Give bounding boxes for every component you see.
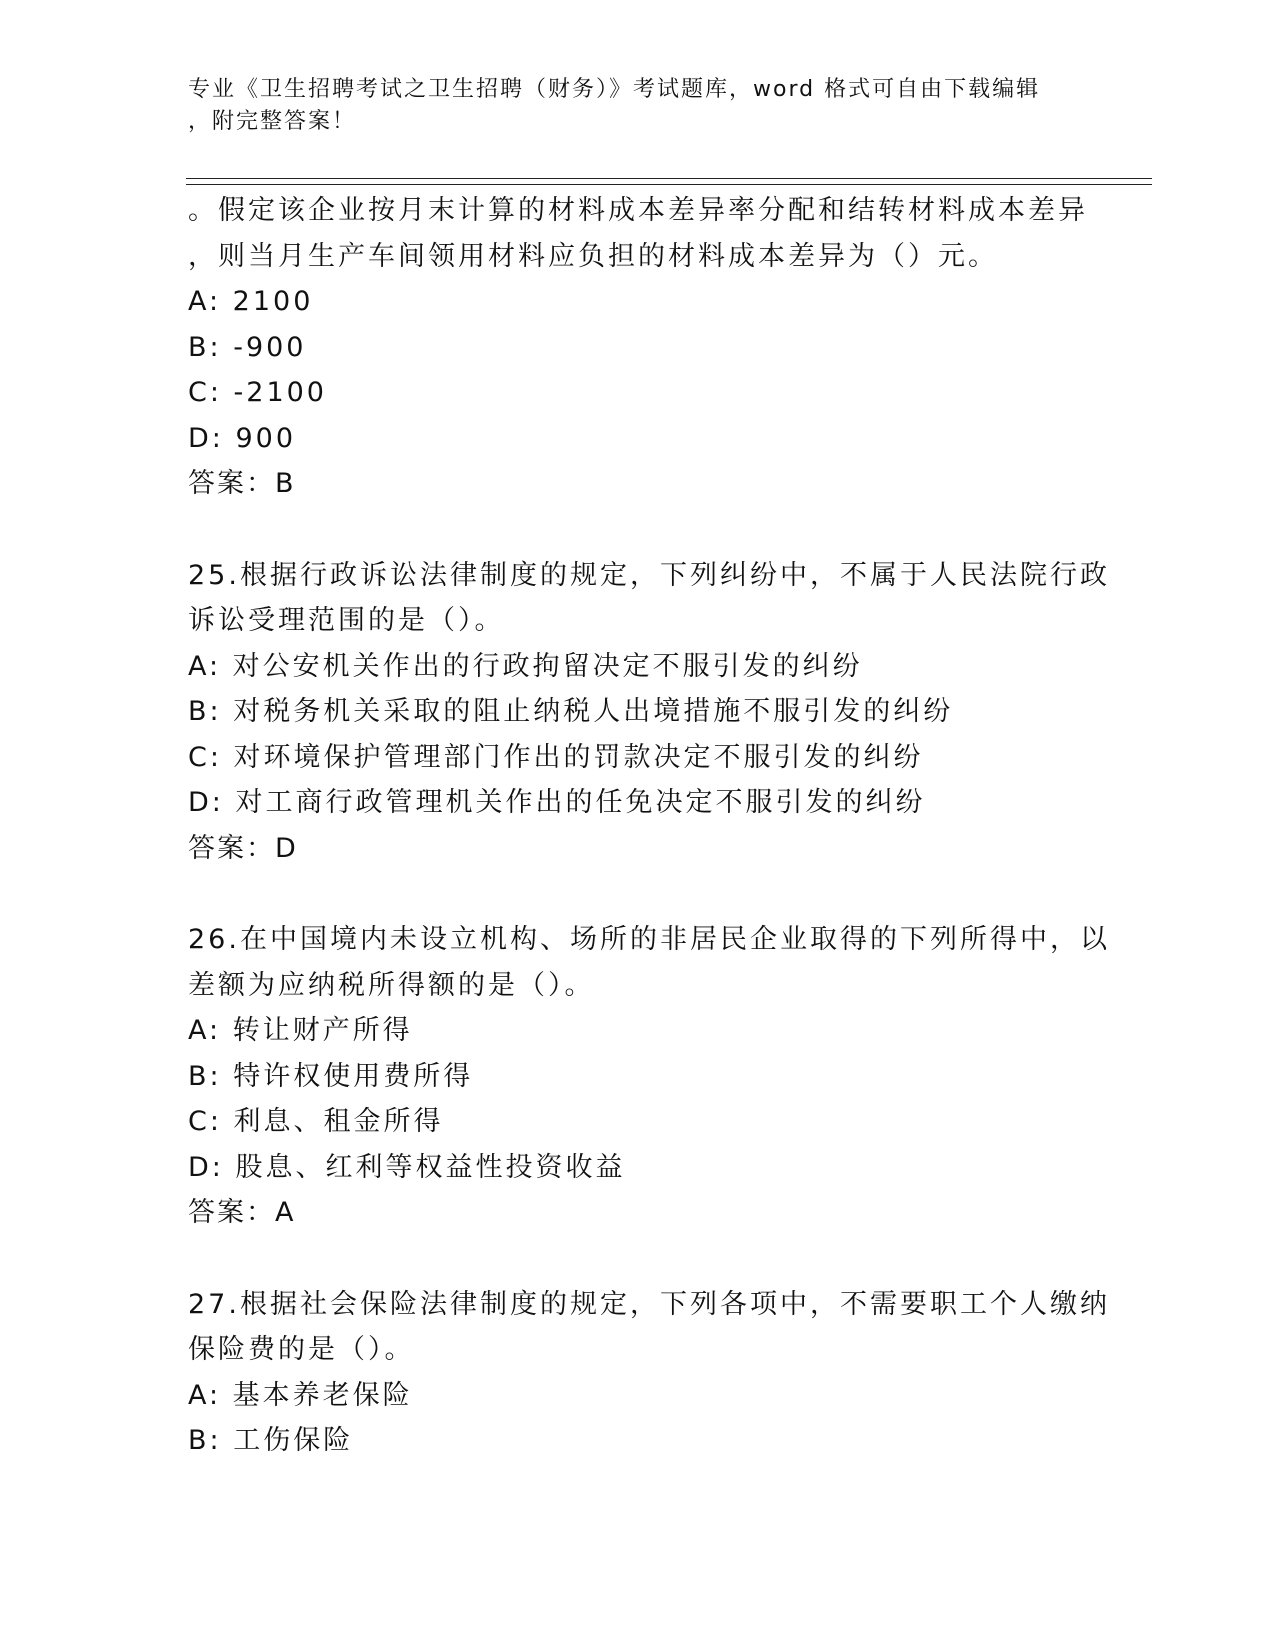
spacer [188, 507, 1088, 553]
question-text-line: 27.根据社会保险法律制度的规定，下列各项中，不需要职工个人缴纳 [188, 1288, 1110, 1320]
question-26 [188, 917, 1110, 1236]
question-27 [188, 1282, 1110, 1464]
question-25 [188, 553, 1110, 872]
answer-line: 答案：D [188, 832, 298, 864]
option-a: A: 转让财产所得 [188, 1015, 413, 1046]
question-text-line: 差额为应纳税所得额的是（）。 [188, 969, 595, 1001]
option-d: D: 股息、红利等权益性投资收益 [188, 1151, 626, 1183]
option-a: A: 对公安机关作出的行政拘留决定不服引发的纠纷 [188, 650, 863, 682]
header-divider-bottom [186, 184, 1152, 185]
header-line-2: ，附完整答案！ [188, 109, 357, 134]
question-text-line: ，则当月生产车间领用材料应负担的材料成本差异为（）元。 [188, 240, 998, 272]
spacer [188, 1236, 1088, 1282]
header-divider-top [186, 178, 1152, 179]
option-c: C: 对环境保护管理部门作出的罚款决定不服引发的纠纷 [188, 741, 924, 773]
option-b: B: 工伤保险 [188, 1425, 354, 1456]
header-line-1: 专业《卫生招聘考试之卫生招聘（财务）》考试题库，word 格式可自由下载编辑 [188, 77, 1041, 102]
spacer [188, 871, 1088, 917]
option-b: B: 对税务机关采取的阻止纳税人出境措施不服引发的纠纷 [188, 696, 954, 727]
answer-line: 答案：B [188, 468, 296, 499]
option-d: D: 对工商行政管理机关作出的任免决定不服引发的纠纷 [188, 787, 926, 818]
option-a: A: 基本养老保险 [188, 1379, 413, 1411]
option-b: B: -900 [188, 331, 307, 363]
question-text-line: 25.根据行政诉讼法律制度的规定，下列纠纷中，不属于人民法院行政 [188, 559, 1110, 591]
question-continued [188, 188, 1088, 507]
option-b: B: 特许权使用费所得 [188, 1060, 474, 1092]
option-c: C: 利息、租金所得 [188, 1106, 444, 1137]
question-text-line: 26.在中国境内未设立机构、场所的非居民企业取得的下列所得中，以 [188, 924, 1110, 955]
question-text-line: 诉讼受理范围的是（）。 [188, 605, 505, 636]
question-text-line: 。假定该企业按月末计算的材料成本差异率分配和结转材料成本差异 [188, 195, 1088, 226]
question-text-line: 保险费的是（）。 [188, 1334, 415, 1365]
option-d: D: 900 [188, 422, 297, 454]
answer-line: 答案：A [188, 1197, 296, 1228]
question-list [188, 188, 1110, 1464]
option-c: C: -2100 [188, 377, 327, 408]
document-header [188, 74, 1068, 138]
option-a: A: 2100 [188, 286, 314, 317]
